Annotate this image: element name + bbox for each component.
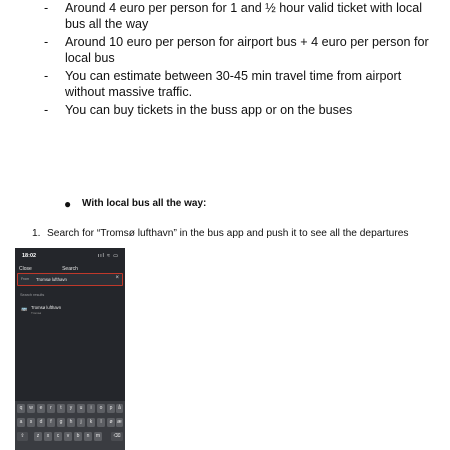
shift-key[interactable]: ⇧ xyxy=(17,432,28,441)
key[interactable]: t xyxy=(57,404,65,413)
key[interactable]: g xyxy=(57,418,65,427)
from-label: From xyxy=(21,277,30,281)
key[interactable]: n xyxy=(84,432,92,441)
close-button[interactable]: Close xyxy=(19,266,32,272)
key[interactable]: b xyxy=(74,432,82,441)
key[interactable]: s xyxy=(27,418,35,427)
key[interactable]: p xyxy=(107,404,115,413)
clear-icon[interactable]: × xyxy=(115,275,119,281)
bus-icon: 🚌 xyxy=(21,306,28,312)
bullet-list xyxy=(44,0,444,120)
key[interactable]: r xyxy=(47,404,55,413)
key[interactable]: e xyxy=(37,404,45,413)
bullet-dash: - xyxy=(44,102,49,117)
search-value: Tromsø lufthavn xyxy=(36,276,67,282)
bullet-text: You can buy tickets in the buss app or on the buses xyxy=(65,102,353,117)
search-result-item[interactable] xyxy=(17,303,123,317)
key[interactable]: f xyxy=(47,418,55,427)
step-text: Search for “Tromsø lufthavn” in the bus app and push it to see all the departures xyxy=(47,228,409,239)
bullet-dash: - xyxy=(44,34,49,49)
key[interactable]: m xyxy=(95,433,101,439)
keyboard-row-1 xyxy=(15,404,125,415)
status-time: 18:02 xyxy=(22,253,37,259)
key[interactable]: h xyxy=(67,418,75,427)
key[interactable]: q xyxy=(17,404,25,413)
result-name: Tromsø lufthavn xyxy=(31,305,62,310)
key[interactable]: d xyxy=(37,418,45,427)
backspace-key[interactable]: ⌫ xyxy=(111,432,123,441)
phone-screenshot xyxy=(15,248,125,450)
section-heading-text: With local bus all the way: xyxy=(82,198,207,209)
bullet-text: Around 10 euro per person for airport bus + 4 euro per person for local bus xyxy=(65,34,429,66)
bullet-dot: ● xyxy=(64,197,72,211)
search-input[interactable] xyxy=(17,273,123,286)
step-number: 1. xyxy=(32,228,41,239)
key[interactable]: x xyxy=(44,432,52,441)
bullet-item xyxy=(44,34,444,67)
key[interactable]: a xyxy=(17,418,25,427)
key[interactable]: å xyxy=(116,404,123,413)
bullet-text: Around 4 euro per person for 1 and ½ hour valid ticket with local bus all the way xyxy=(65,1,423,32)
bullet-item xyxy=(44,0,444,33)
key[interactable]: c xyxy=(54,432,62,441)
keyboard xyxy=(15,401,125,450)
key[interactable]: j xyxy=(77,418,85,427)
bullet-item xyxy=(44,102,444,118)
screen-title: Search xyxy=(62,266,78,272)
key[interactable]: i xyxy=(87,404,95,413)
bullet-dash: - xyxy=(44,68,49,83)
keyboard-row-3 xyxy=(15,432,125,443)
status-icons: ııl ≈ ▭ xyxy=(97,253,119,259)
key[interactable]: æ xyxy=(117,419,122,425)
key[interactable]: ø xyxy=(107,418,115,427)
key[interactable]: z xyxy=(34,432,42,441)
key[interactable]: u xyxy=(77,404,85,413)
key[interactable]: y xyxy=(67,404,75,413)
bullet-text: You can estimate between 30-45 min travel time from airport without massive traffic. xyxy=(65,68,402,100)
key[interactable]: o xyxy=(97,404,105,413)
key[interactable]: k xyxy=(87,418,95,427)
bullet-dash: - xyxy=(44,1,49,15)
key[interactable]: v xyxy=(64,432,72,441)
bullet-item xyxy=(44,68,444,101)
keyboard-row-2 xyxy=(15,418,125,429)
results-header: Search results xyxy=(20,293,45,297)
result-subtitle: Tromsø xyxy=(31,311,42,315)
key[interactable]: l xyxy=(97,418,105,427)
key[interactable]: w xyxy=(27,404,35,413)
